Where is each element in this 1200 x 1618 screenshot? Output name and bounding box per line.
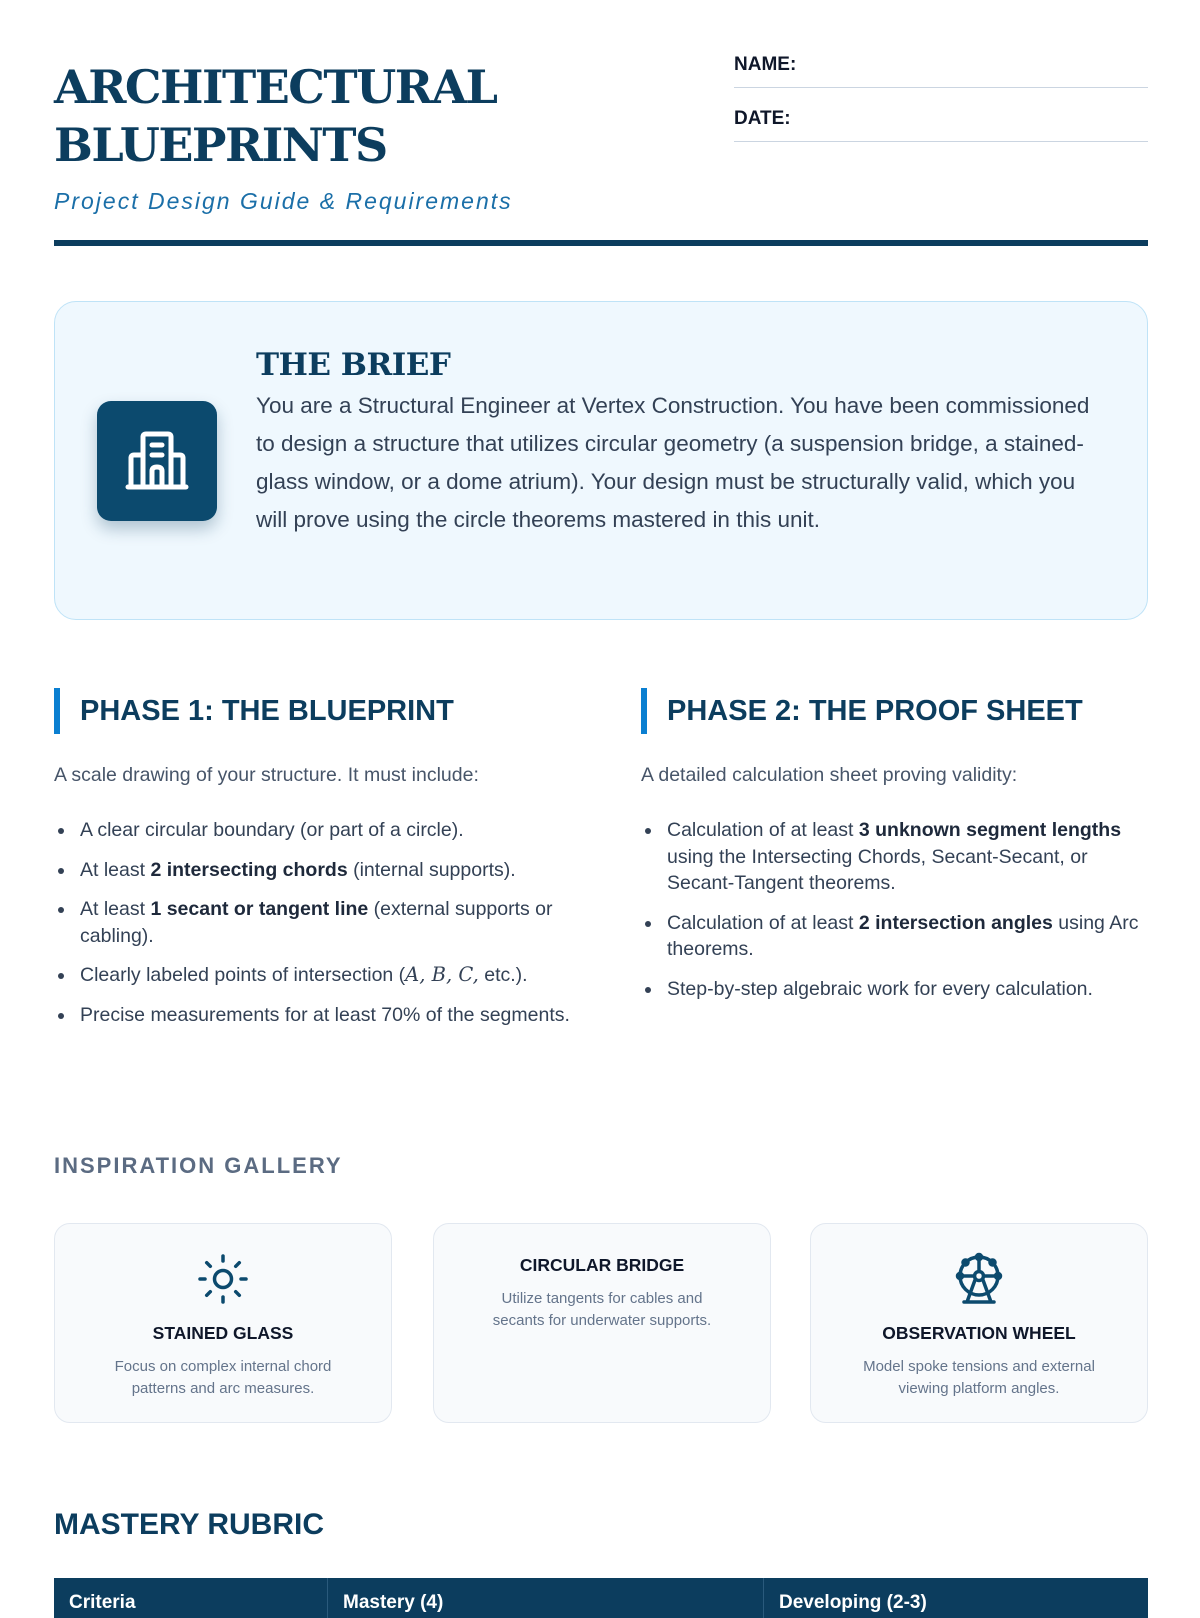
building-icon (97, 401, 217, 521)
page-header (54, 54, 1148, 248)
rubric-column-criteria: Criteria (54, 1578, 328, 1618)
sun-icon (55, 1252, 391, 1306)
title-line-1: ARCHITECTURAL (54, 60, 497, 114)
card-title: STAINED GLASS (152, 1323, 294, 1343)
date-label: DATE: (734, 108, 791, 129)
gallery-card-circular-bridge (433, 1223, 771, 1423)
gallery-heading: INSPIRATION GALLERY (54, 1153, 343, 1178)
list-item: At least 1 secant or tangent line (external supports or cabling). (80, 896, 574, 949)
list-item: A clear circular boundary (or part of a circle). (80, 817, 574, 844)
phase-2-heading: PHASE 2: THE PROOF SHEET (641, 688, 1151, 734)
gallery-card-stained-glass (54, 1223, 392, 1423)
math-points: A, B, C, (405, 963, 479, 986)
date-field[interactable] (734, 108, 1148, 142)
list-item: Clearly labeled points of intersection (A, B, C, etc.). (80, 962, 574, 989)
rubric-table-header (54, 1578, 1148, 1618)
page-title (54, 58, 674, 174)
brief-panel (54, 301, 1148, 620)
phase-1-list (54, 817, 574, 1028)
header-divider (54, 240, 1148, 246)
phase-1-section (54, 688, 574, 1041)
rubric-column-mastery: Mastery (4) (328, 1578, 764, 1618)
phase-1-heading: PHASE 1: THE BLUEPRINT (54, 688, 574, 734)
list-item: Calculation of at least 3 unknown segment lengths using the Intersecting Chords, Secant-Secant, or Secant-Tangent theorems. (667, 817, 1151, 897)
title-line-2: BLUEPRINTS (54, 118, 387, 172)
card-description: Focus on complex internal chord patterns and arc measures. (114, 1358, 332, 1397)
list-item: Calculation of at least 2 intersection angles using Arc theorems. (667, 910, 1151, 963)
card-title: OBSERVATION WHEEL (882, 1323, 1076, 1343)
phase-2-intro: A detailed calculation sheet proving validity: (641, 764, 1018, 786)
brief-text: You are a Structural Engineer at Vertex Construction. You have been commissioned to design a structure that utilizes circular geometry (a suspension bridge, a stained-glass window, or a dome atrium). Your design must be structurally valid, which you will prove using the circle theorems mastered in this unit. (256, 393, 1090, 532)
phase-2-list (641, 817, 1151, 1002)
list-item: Precise measurements for at least 70% of the segments. (80, 1002, 574, 1029)
name-label: NAME: (734, 54, 797, 75)
gallery-card-observation-wheel (810, 1223, 1148, 1423)
ferris-wheel-icon (811, 1252, 1147, 1306)
name-field[interactable] (734, 54, 1148, 88)
card-title: CIRCULAR BRIDGE (519, 1255, 685, 1275)
list-item: Step-by-step algebraic work for every calculation. (667, 976, 1151, 1003)
rubric-heading: MASTERY RUBRIC (54, 1508, 325, 1541)
rubric-column-developing: Developing (2-3) (779, 1592, 927, 1613)
phase-1-intro: A scale drawing of your structure. It must include: (54, 764, 479, 786)
student-fields (734, 54, 1148, 166)
phase-2-section (641, 688, 1151, 1015)
list-item: At least 2 intersecting chords (internal supports). (80, 857, 574, 884)
brief-title: THE BRIEF (256, 347, 451, 383)
card-description: Model spoke tensions and external viewing platform angles. (863, 1358, 1095, 1397)
card-description: Utilize tangents for cables and secants for underwater supports. (492, 1290, 712, 1329)
page-subtitle: Project Design Guide & Requirements (54, 188, 513, 214)
